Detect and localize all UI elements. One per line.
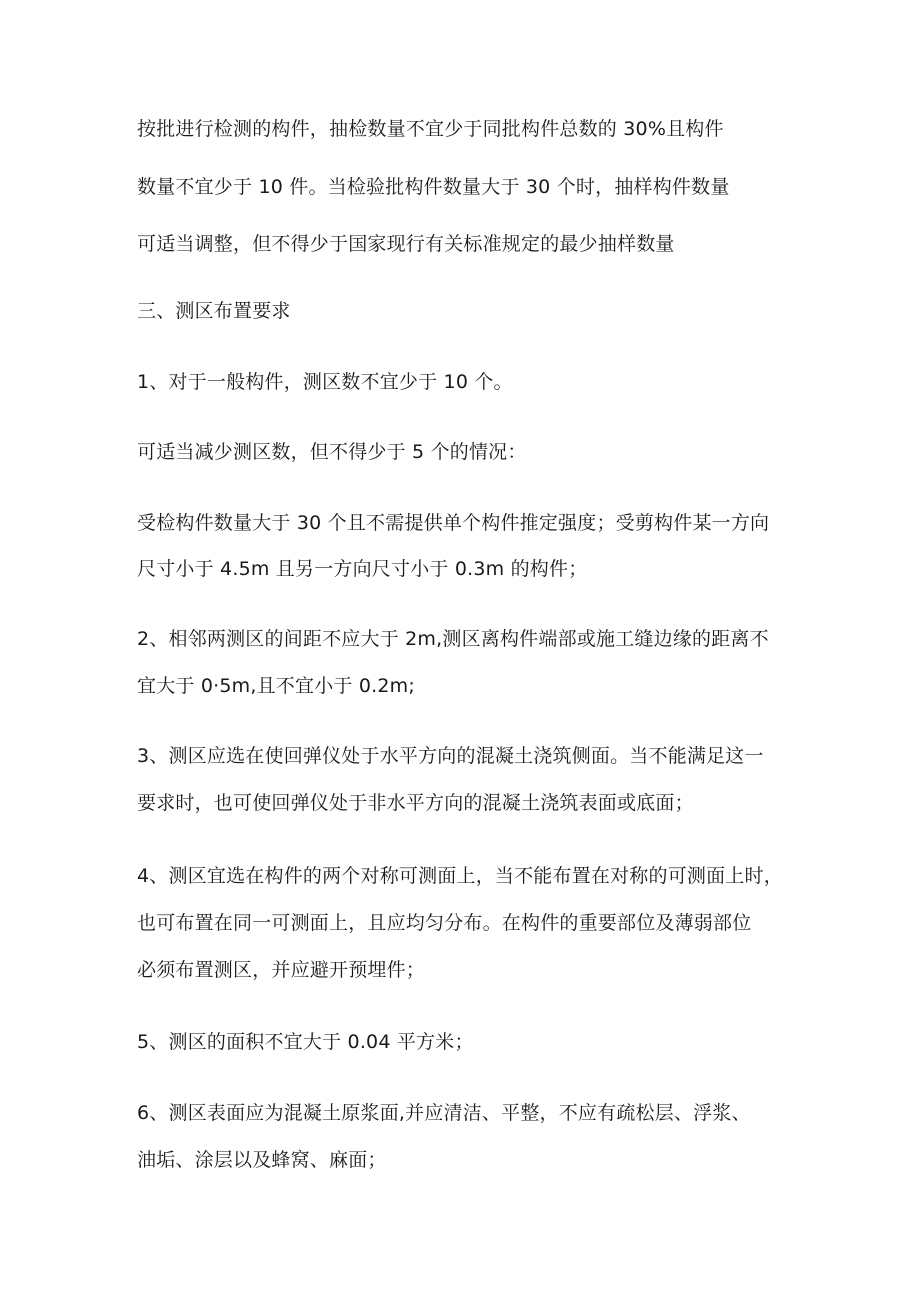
text-line: 尺寸小于 4.5m 且另一方向尺寸小于 0.3m 的构件； bbox=[137, 558, 588, 580]
text-line: 必须布置测区，并应避开预埋件； bbox=[137, 959, 426, 981]
text-line: 1、对于一般构件，测区数不宜少于 10 个。 bbox=[137, 371, 513, 393]
text-line: 宜大于 0·5m,且不宜小于 0.2m; bbox=[137, 675, 415, 697]
text-line: 要求时，也可使回弹仪处于非水平方向的混凝土浇筑表面或底面； bbox=[137, 792, 694, 814]
text-line: 可适当调整，但不得少于国家现行有关标准规定的最少抽样数量 bbox=[137, 233, 675, 255]
text-line: 4、测区宜选在构件的两个对称可测面上，当不能布置在对称的可测面上时， bbox=[137, 865, 783, 887]
text-line: 可适当减少测区数，但不得少于 5 个的情况： bbox=[137, 441, 527, 463]
text-line: 油垢、涂层以及蜂窝、麻面； bbox=[137, 1149, 387, 1171]
text-line: 数量不宜少于 10 件。当检验批构件数量大于 30 个时，抽样构件数量 bbox=[137, 176, 730, 198]
text-line: 也可布置在同一可测面上，且应均匀分布。在构件的重要部位及薄弱部位 bbox=[137, 912, 752, 934]
text-line: 6、测区表面应为混凝土原浆面,并应清洁、平整，不应有疏松层、浮浆、 bbox=[137, 1102, 751, 1124]
text-line: 按批进行检测的构件，抽检数量不宜少于同批构件总数的 30%且构件 bbox=[137, 118, 724, 140]
text-line: 5、测区的面积不宜大于 0.04 平方米； bbox=[137, 1031, 474, 1053]
section-heading: 三、测区布置要求 bbox=[137, 300, 291, 322]
text-line: 3、测区应选在使回弹仪处于水平方向的混凝土浇筑侧面。当不能满足这一 bbox=[137, 745, 764, 767]
text-line: 受检构件数量大于 30 个且不需提供单个构件推定强度；受剪构件某一方向 bbox=[137, 512, 770, 534]
text-line: 2、相邻两测区的间距不应大于 2m,测区离构件端部或施工缝边缘的距离不 bbox=[137, 628, 769, 650]
